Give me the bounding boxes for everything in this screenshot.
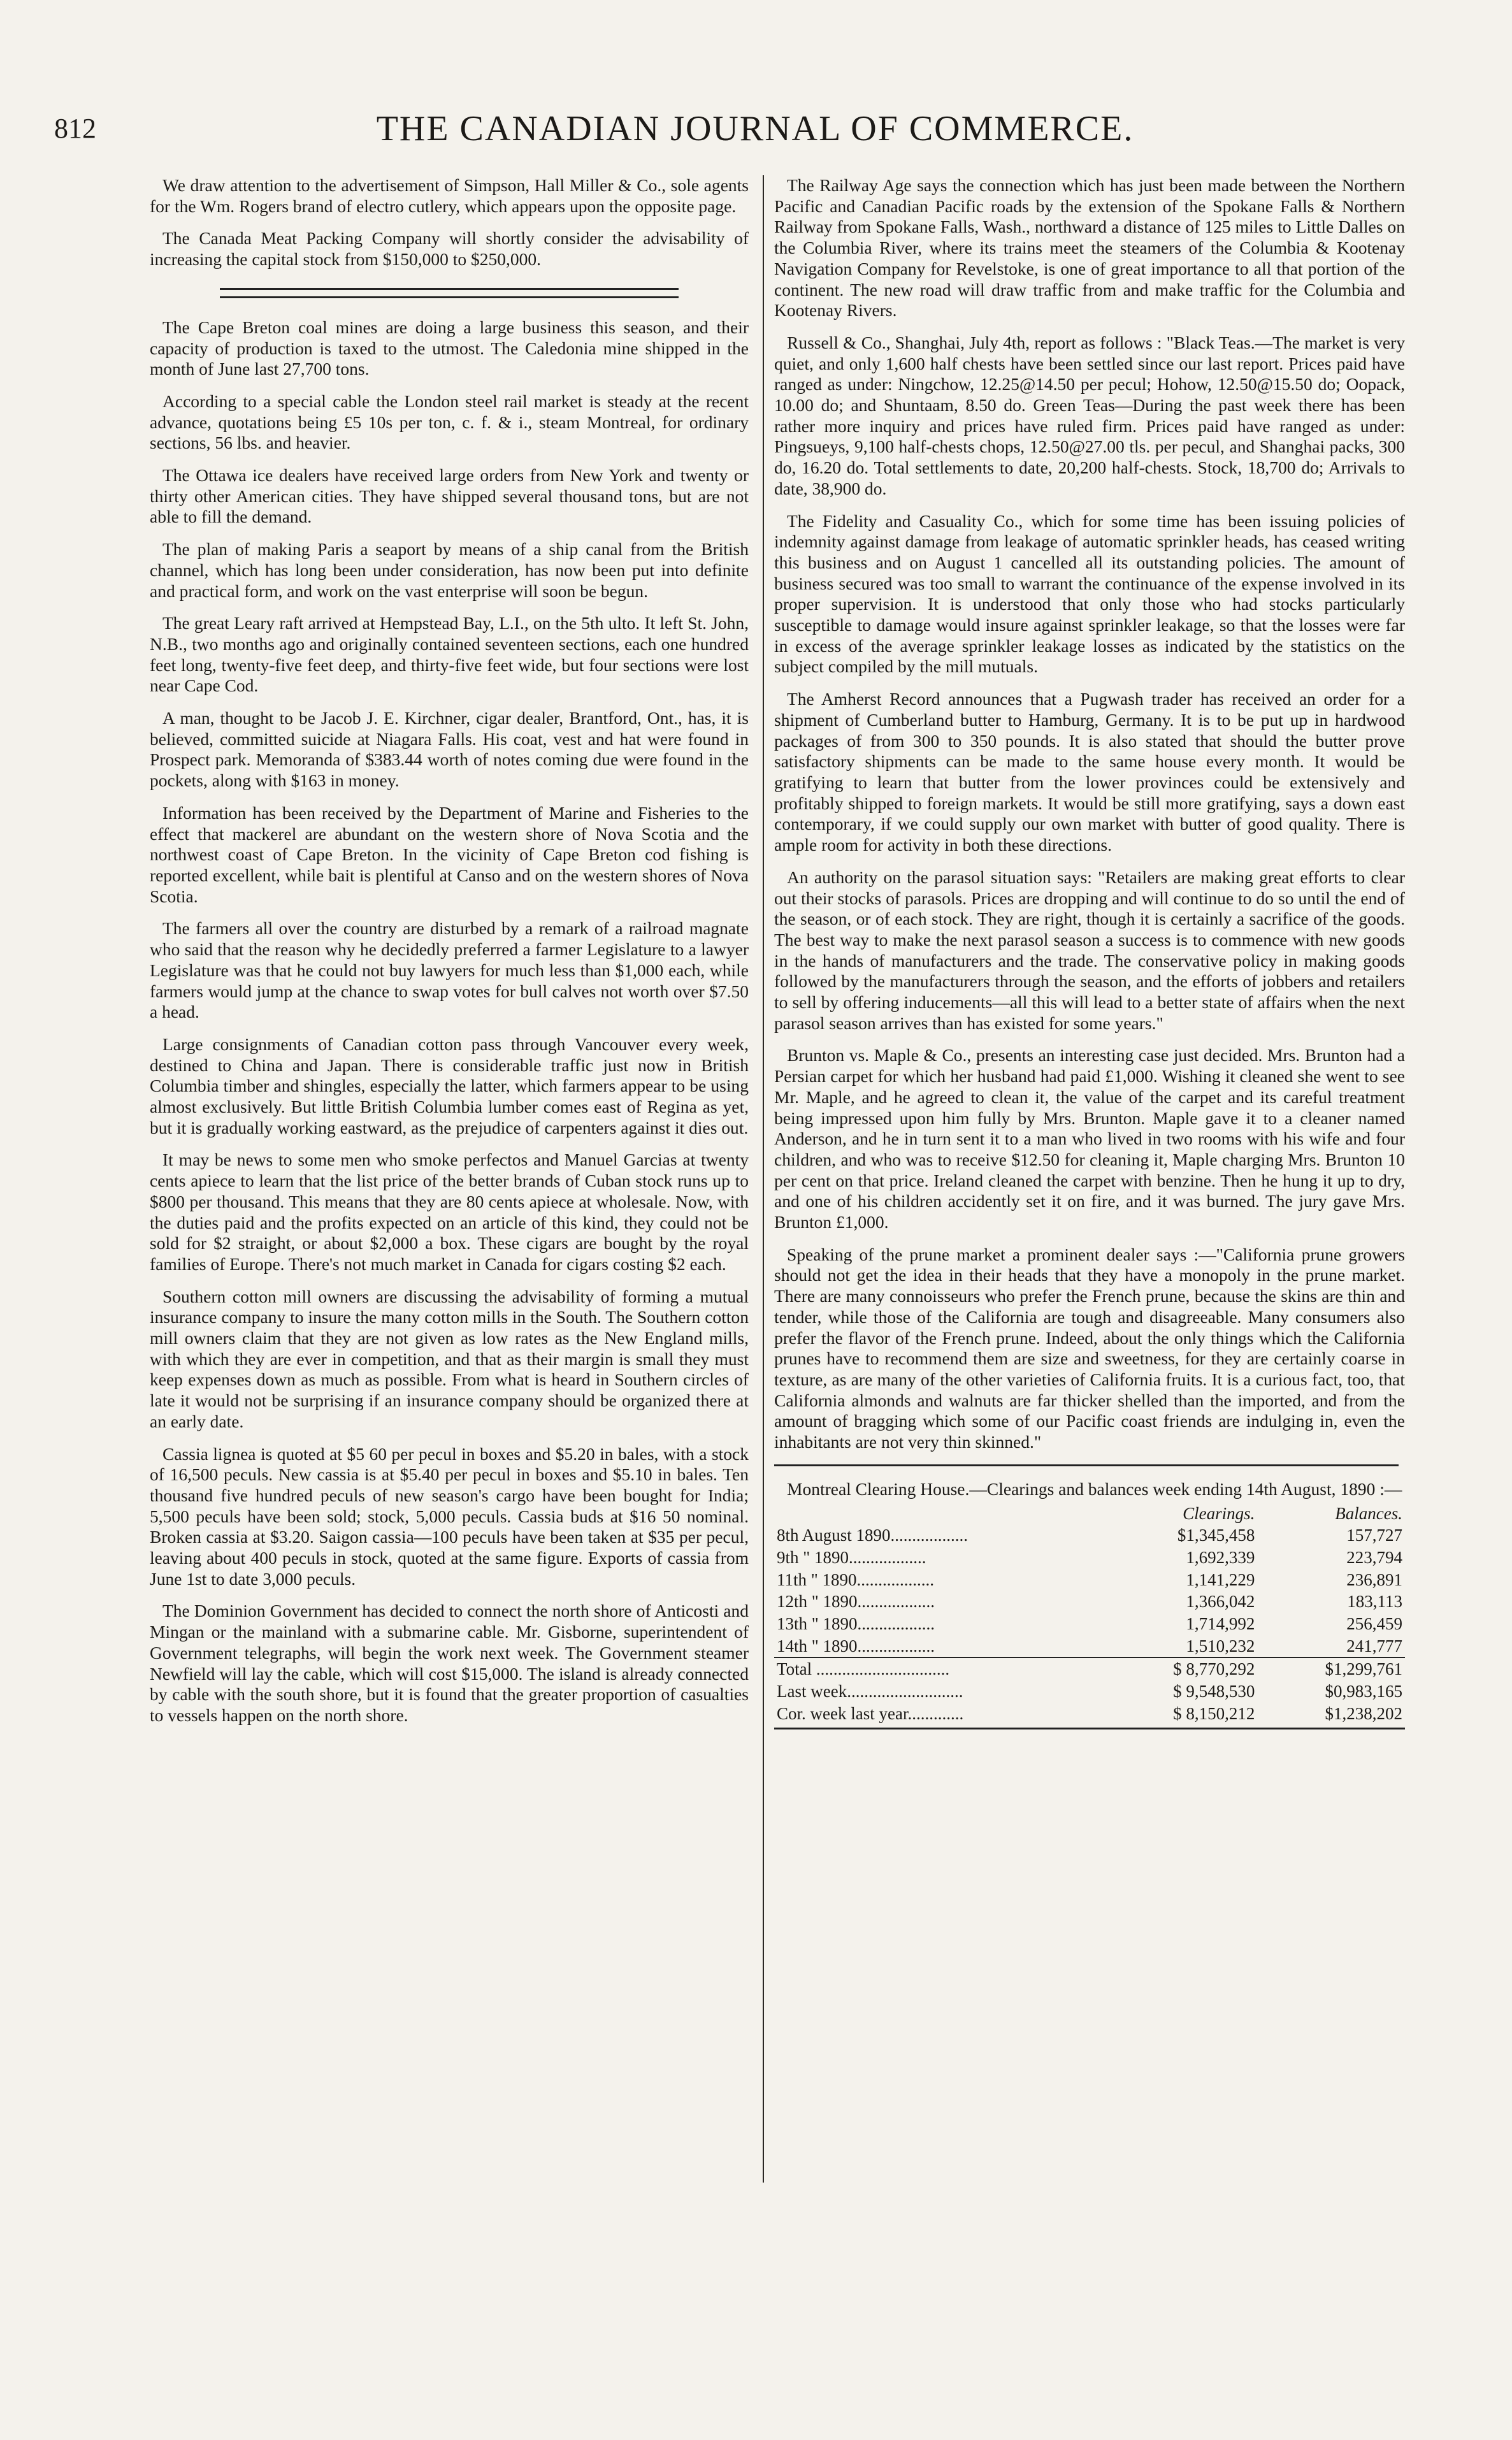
article-paragraph: An authority on the parasol situation says: "Retailers are making great efforts to clear out their stocks of parasols. Prices are dropping and will continue to do so until the end of the season, or of each stock. They are right, though it is certainly a sacrifice of the goods. The best way to make the next parasol season a success is to commence with new goods in the hands of manufacturers and the trade. The conservative policy in making goods followed by the manufacturers through the season, and the efforts of jobbers and retailers to sell by offering inducements—all this will lead to a better state of affairs when the next parasol season arrives than has existed for some years." xyxy=(774,867,1405,1033)
article-paragraph: A man, thought to be Jacob J. E. Kirchner, cigar dealer, Brantford, Ont., has, it is believed, committed suicide at Niagara Falls. His coat, vest and hat were found in Prospect park. Memoranda of $383.44 worth of notes coming due were found in the pockets, along with $163 in money. xyxy=(150,708,749,791)
article-paragraph: Information has been received by the Department of Marine and Fisheries to the effect that mackerel are abundant on the western shore of Nova Scotia and the northwest coast of Cape Breton. In the vicinity of Cape Breton cod fishing is reported excellent, while bait is plentiful at Canso and on the western shores of Nova Scotia. xyxy=(150,802,749,906)
row-date: 9th " 1890.................. xyxy=(777,1547,926,1567)
row-clearings: 1,366,042 xyxy=(1186,1592,1255,1612)
row-date: 14th " 1890.................. xyxy=(777,1636,935,1656)
article-paragraph: Cassia lignea is quoted at $5 60 per pecul in boxes and $5.20 in bales, with a stock of 16,500 peculs. New cassia is at $5.40 per pecul in boxes and $5.10 in bales. Ten thousand five hundred peculs of new season's cargo have been bought for India; 5,500 peculs have been sold; stock, 5,000 peculs. Cassia buds at $16 50 nominal. Broken cassia at $3.20. Saigon cassia—100 peculs have been taken at $35 per pecul, leaving about 400 peculs in stock, quoted at the same figure. Exports of cassia from June 1st to date 3,000 peculs. xyxy=(150,1443,749,1589)
cor-week-clearings: $ 8,150,212 xyxy=(1173,1703,1255,1723)
column-divider xyxy=(763,175,764,2183)
row-clearings: 1,141,229 xyxy=(1186,1570,1255,1589)
row-balances: 256,459 xyxy=(1346,1614,1402,1633)
article-paragraph: The Railway Age says the connection which has just been made between the Northern Pacific and Canadian Pacific roads by the extension of the Spokane Falls & Northern Railway from Spokane Falls, Wash., northward a distance of 125 miles to Little Dalles on the Columbia River, where its trains meet the steamers of the Columbia & Kootenay Navigation Company for Revelstoke, is one of great importance to all that portion of the continent. The new road will draw traffic from and make traffic for the Columbia and Kootenay Rivers. xyxy=(774,175,1405,321)
total-label: Total ............................... xyxy=(774,1657,1102,1680)
article-paragraph: The plan of making Paris a seaport by means of a ship canal from the British channel, which has long been under consideration, has now been put into definite and practical form, and work on the vast enterprise will soon be begun. xyxy=(150,539,749,601)
article-paragraph: The great Leary raft arrived at Hempstead Bay, L.I., on the 5th ulto. It left St. John, N.B., two months ago and originally contained seventeen sections, each one hundred feet long, twenty-five feet deep, and thirty-five feet wide, but four sections were lost near Cape Cod. xyxy=(150,613,749,696)
row-balances: 157,727 xyxy=(1346,1526,1402,1545)
journal-title: THE CANADIAN JOURNAL OF COMMERCE. xyxy=(376,109,1134,148)
table-row xyxy=(774,1635,1405,1658)
end-rule xyxy=(774,1728,1405,1729)
last-week-clearings: $ 9,548,530 xyxy=(1173,1682,1255,1701)
row-balances: 183,113 xyxy=(1347,1592,1402,1612)
table-row xyxy=(774,1613,1405,1635)
row-date: 11th " 1890.................. xyxy=(777,1570,935,1589)
cor-week-label: Cor. week last year............. xyxy=(777,1703,964,1723)
total-clearings: $ 8,770,292 xyxy=(1102,1657,1258,1680)
section-divider xyxy=(774,1464,1399,1466)
row-date: 13th " 1890.................. xyxy=(777,1614,935,1633)
row-balances: 241,777 xyxy=(1346,1636,1402,1656)
clearing-house-title: Montreal Clearing House.—Clearings and balances week ending 14th August, 1890 :— xyxy=(787,1478,1402,1499)
table-row xyxy=(774,1569,1405,1591)
row-date: 12th " 1890.................. xyxy=(777,1592,935,1612)
article-paragraph: The Fidelity and Casuality Co., which for some time has been issuing policies of indemnity against damage from leakage of automatic sprinkler heads, has ceased writing this business and on August 1 cancelled all its outstanding policies. The amount of business secured was too small to warrant the continuance of the expense involved in its proper supervision. It is understood that only those who had stocks particularly susceptible to damage would insure against sprinkler leakage, so that the losses were far in excess of the average sprinkler leakage losses as indicated by the statistics on the subject compiled by the mill mutuals. xyxy=(774,510,1405,677)
table-row xyxy=(774,1591,1405,1613)
total-row xyxy=(774,1657,1405,1680)
table-row xyxy=(774,1547,1405,1569)
article-paragraph: Brunton vs. Maple & Co., presents an interesting case just decided. Mrs. Brunton had a Persian carpet for which her husband had paid £1,000. Wishing it cleaned she went to see Mr. Maple, and he agreed to clean it, the value of the carpet and its careful treatment being impressed upon him fully by Mrs. Brunton. Maple gave it to a cleaner named Anderson, and he in turn sent it to a man who lived in two rooms with his wife and four children, and who was to receive $12.50 for cleaning it, Maple charging Mrs. Brunton 10 per cent on that price. Ireland cleaned the carpet with benzine. Then he hung it up to dry, and one of his children accidently set it on fire, and it was burned. The jury gave Mrs. Brunton £1,000. xyxy=(774,1045,1405,1232)
last-week-row xyxy=(774,1680,1405,1703)
clearings-column-header: Clearings. xyxy=(1183,1504,1255,1524)
cor-week-balances: $1,238,202 xyxy=(1325,1703,1402,1723)
article-paragraph: The farmers all over the country are disturbed by a remark of a railroad magnate who said that the reason why he decidedly preferred a farmer Legislature to a lawyer Legislature was that he could not buy lawyers for much less than $1,000 each, while farmers would jump at the chance to swap votes for bull calves not worth over $7.50 a head. xyxy=(150,918,749,1022)
article-paragraph: We draw attention to the advertisement of Simpson, Hall Miller & Co., sole agents for the Wm. Rogers brand of electro cutlery, which appears upon the opposite page. xyxy=(150,175,749,216)
clearing-house-table xyxy=(774,1503,1405,1724)
row-date: 8th August 1890.................. xyxy=(777,1526,968,1545)
balances-column-header: Balances. xyxy=(1335,1504,1402,1524)
article-paragraph: The Ottawa ice dealers have received large orders from New York and twenty or thirty other American cities. They have shipped several thousand tons, but are not able to fill the demand. xyxy=(150,465,749,527)
article-paragraph: The Canada Meat Packing Company will shortly consider the advisability of increasing the capital stock from $150,000 to $250,000. xyxy=(150,228,749,270)
row-clearings: 1,714,992 xyxy=(1186,1614,1255,1633)
article-paragraph: The Cape Breton coal mines are doing a large business this season, and their capacity of production is taxed to the utmost. The Caledonia mine shipped in the month of June last 27,700 tons. xyxy=(150,317,749,379)
page-header xyxy=(54,108,1456,153)
row-balances: 223,794 xyxy=(1346,1547,1402,1567)
row-clearings: 1,510,232 xyxy=(1186,1636,1255,1656)
article-paragraph: Southern cotton mill owners are discussing the advisability of forming a mutual insurance company to insure the many cotton mills in the South. The Southern cotton mill owners claim that they are not given as low rates as the New England mills, with which they are ever in competition, and that as their margin is small they must keep expenses down as much as possible. From what is heard in Southern circles of late it would not be surprising if an insurance company should be organized there at an early date. xyxy=(150,1286,749,1431)
last-week-label: Last week........................... xyxy=(777,1682,963,1701)
cor-week-row xyxy=(774,1703,1405,1725)
article-paragraph: Large consignments of Canadian cotton pass through Vancouver every week, destined to China and Japan. There is considerable traffic just now in British Columbia timber and shingles, especially the latter, which farmers appear to be using almost exclusively. But little British Columbia lumber comes east of Regina as yet, but it is gradually working eastward, as the prejudice of carpenters against it dies out. xyxy=(150,1034,749,1137)
row-clearings: $1,345,458 xyxy=(1177,1526,1255,1545)
row-balances: 236,891 xyxy=(1346,1570,1402,1589)
article-paragraph: Speaking of the prune market a prominent dealer says :—"California prune growers should not get the idea in their heads that they have a monopoly in the prune market. There are many connoisseurs who prefer the French prune, because the skins are thin and tender, while those of the California are tough and disagreeable. Many consumers also prefer the flavor of the French prune. Indeed, about the only things which the California prunes have to recommend them are size and sweetness, for they are certainly coarse in texture, as are many of the other varieties of California fruits. It is a curious fact, too, that California almonds and walnuts are far thicker shelled than the imported, and from the amount of bragging which some of our Pacific coast friends are indulging in, even the inhabitants are not very thin skinned." xyxy=(774,1244,1405,1452)
article-paragraph: Russell & Co., Shanghai, July 4th, report as follows : "Black Teas.—The market is very quiet, and only 1,600 half chests have been settled since our last report. Prices paid have ranged as under: Ningchow, 12.25@14.50 per pecul; Hohow, 12.50@15.50 do; Oopack, 10.00 do; and Shuntaam, 8.50 do. Green Teas—During the past week there has been rather more inquiry and prices have ruled firm. Prices paid have ranged as under: Pingsueys, 9,100 half-chests chops, 12.50@27.00 tls. per pecul, and Shanghai packs, 300 do, 16.20 do. Total settlements to date, 20,200 half-chests. Stock, 18,700 do; Arrivals to date, 38,900 do. xyxy=(774,332,1405,498)
article-paragraph: It may be news to some men who smoke perfectos and Manuel Garcias at twenty cents apiece to learn that the list price of the better brands of Cuban stock runs up to $800 per thousand. This means that they are 80 cents apiece at wholesale. Now, with the duties paid and the profits expected on an article of this kind, they could not be sold for $2 straight, or about $2,000 a box. These cigars are bought by the royal families of Europe. There's not much market in Canada for cigars costing $2 each. xyxy=(150,1150,749,1274)
table-row xyxy=(774,1524,1405,1547)
section-divider xyxy=(220,288,679,298)
article-paragraph: The Dominion Government has decided to connect the north shore of Anticosti and Mingan or the mainland with a submarine cable. Mr. Gisborne, superintendent of Government telegraphs, will begin the work next week. The Government steamer Newfield will lay the cable, which will cost $15,000. The island is already connected by cable with the south shore, but it is found that the greater proportion of casualties to vessels happen on the north shore. xyxy=(150,1601,749,1725)
table-header-row xyxy=(774,1503,1405,1524)
article-paragraph: The Amherst Record announces that a Pugwash trader has received an order for a shipment of Cumberland butter to Hamburg, Germany. It is to be put up in hardwood packages of from 300 to 350 pounds. It is also stated that should the butter prove satisfactory shipments can be made to the same house every month. It would be gratifying to learn that butter from the lower provinces could be extensively and profitably shipped to foreign markets. It would be still more gratifying, says a down east contemporary, if we could supply our own market with butter of good quality. There is ample room for activity in both these directions. xyxy=(774,689,1405,855)
right-column xyxy=(774,175,1405,1729)
row-clearings: 1,692,339 xyxy=(1186,1547,1255,1567)
article-paragraph: According to a special cable the London steel rail market is steady at the recent advance, quotations being £5 10s per ton, c. f. & i., steam Montreal, for ordinary sections, 56 lbs. and heavier. xyxy=(150,391,749,453)
page-number: 812 xyxy=(54,113,96,144)
last-week-balances: $0,983,165 xyxy=(1325,1682,1402,1701)
left-column xyxy=(150,175,749,1738)
total-balances: $1,299,761 xyxy=(1257,1657,1405,1680)
